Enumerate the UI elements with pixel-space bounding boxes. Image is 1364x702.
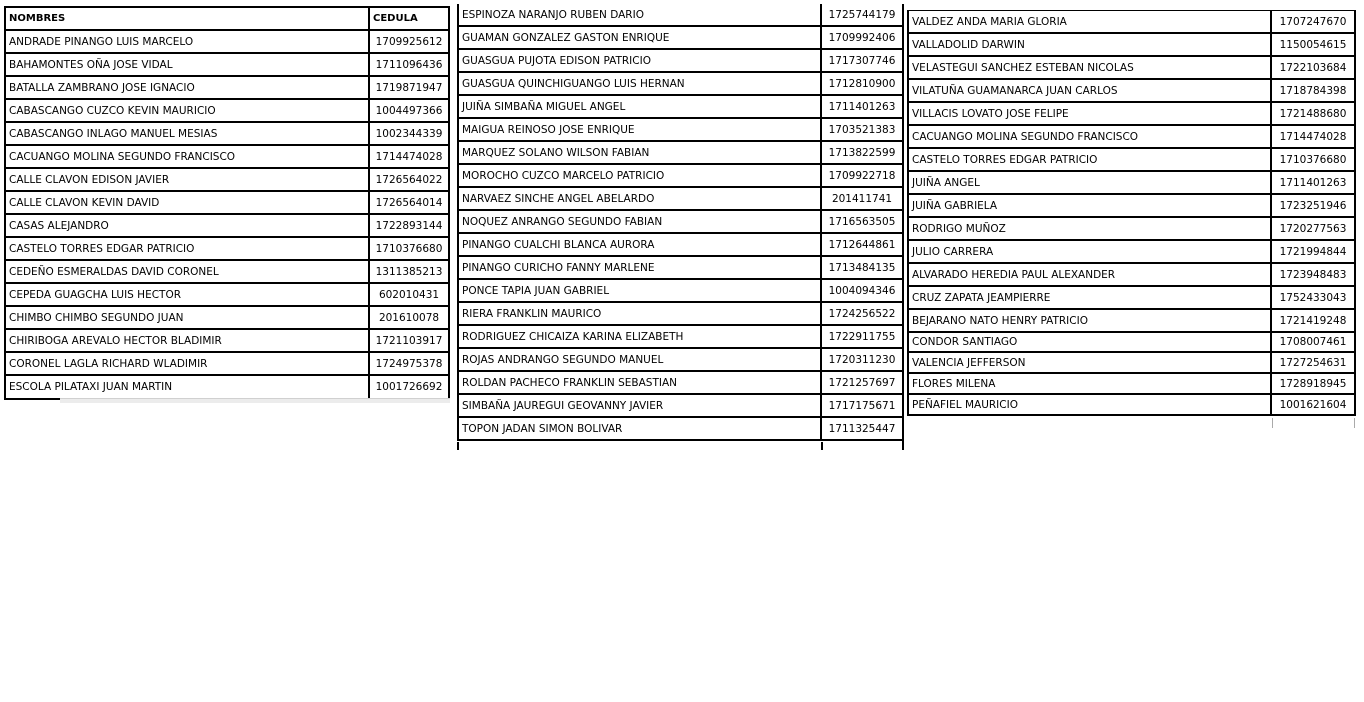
table-row [908, 56, 1355, 79]
cedula-cell: 1709925612 [369, 30, 449, 53]
cedula-cell: 1004497366 [369, 99, 449, 122]
cedula-cell: 1721103917 [369, 329, 449, 352]
cedula-cell: 1709922718 [821, 164, 903, 187]
table-row [908, 125, 1355, 148]
name-cell: VILATUÑA GUAMANARCA JUAN CARLOS [908, 79, 1271, 102]
name-cell: CASTELO TORRES EDGAR PATRICIO [908, 148, 1271, 171]
cedula-cell: 1722911755 [821, 325, 903, 348]
name-cell: JUIÑA SIMBAÑA MIGUEL ANGEL [458, 95, 821, 118]
cedula-cell: 1721257697 [821, 371, 903, 394]
table-row [5, 30, 449, 53]
name-cell: BATALLA ZAMBRANO JOSE IGNACIO [5, 76, 369, 99]
cedula-cell: 201610078 [369, 306, 449, 329]
name-cell: CABASCANGO INLAGO MANUEL MESIAS [5, 122, 369, 145]
cedula-cell: 1724975378 [369, 352, 449, 375]
name-cell: ALVARADO HEREDIA PAUL ALEXANDER [908, 263, 1271, 286]
name-cell: CORONEL LAGLA RICHARD WLADIMIR [5, 352, 369, 375]
cedula-cell: 1717175671 [821, 394, 903, 417]
name-cell: MOROCHO CUZCO MARCELO PATRICIO [458, 164, 821, 187]
cedula-cell: 1719871947 [369, 76, 449, 99]
name-cell: CABASCANGO CUZCO KEVIN MAURICIO [5, 99, 369, 122]
name-cell: CACUANGO MOLINA SEGUNDO FRANCISCO [5, 145, 369, 168]
table-row [908, 373, 1355, 394]
cedula-cell: 1727254631 [1271, 352, 1355, 373]
table-row [458, 417, 903, 440]
table-row [5, 168, 449, 191]
table-row [458, 394, 903, 417]
cedula-cell: 1713822599 [821, 141, 903, 164]
cedula-cell: 1721488680 [1271, 102, 1355, 125]
name-cell: VELASTEGUI SANCHEZ ESTEBAN NICOLAS [908, 56, 1271, 79]
name-cell: VALLADOLID DARWIN [908, 33, 1271, 56]
names-table-3 [907, 10, 1356, 416]
name-cell: CACUANGO MOLINA SEGUNDO FRANCISCO [908, 125, 1271, 148]
name-cell: VILLACIS LOVATO JOSE FELIPE [908, 102, 1271, 125]
cedula-cell: 1711096436 [369, 53, 449, 76]
name-cell: FLORES MILENA [908, 373, 1271, 394]
table-row [458, 26, 903, 49]
table-row [5, 191, 449, 214]
name-cell: CASAS ALEJANDRO [5, 214, 369, 237]
cedula-cell: 1709992406 [821, 26, 903, 49]
name-cell: CHIMBO CHIMBO SEGUNDO JUAN [5, 306, 369, 329]
name-cell: RIERA FRANKLIN MAURICO [458, 302, 821, 325]
cedula-cell: 1711401263 [1271, 171, 1355, 194]
table-row [908, 332, 1355, 352]
name-cell: BEJARANO NATO HENRY PATRICIO [908, 309, 1271, 332]
name-cell: PINANGO CURICHO FANNY MARLENE [458, 256, 821, 279]
name-cell: MARQUEZ SOLANO WILSON FABIAN [458, 141, 821, 164]
table-row [5, 329, 449, 352]
name-cell: CRUZ ZAPATA JEAMPIERRE [908, 286, 1271, 309]
table-row [458, 233, 903, 256]
table-row [458, 72, 903, 95]
name-cell: CASTELO TORRES EDGAR PATRICIO [5, 237, 369, 260]
cedula-cell: 1721994844 [1271, 240, 1355, 263]
table-shadow [60, 398, 450, 403]
cedula-cell: 1710376680 [1271, 148, 1355, 171]
table-row [458, 141, 903, 164]
name-cell: GUASGUA QUINCHIGUANGO LUIS HERNAN [458, 72, 821, 95]
table-row [908, 240, 1355, 263]
table-row [458, 4, 903, 26]
cedula-cell: 1703521383 [821, 118, 903, 141]
name-cell: RODRIGUEZ CHICAIZA KARINA ELIZABETH [458, 325, 821, 348]
cedula-cell: 1713484135 [821, 256, 903, 279]
cedula-cell: 1714474028 [1271, 125, 1355, 148]
cedula-cell: 1725744179 [821, 4, 903, 26]
name-cell: ESPINOZA NARANJO RUBEN DARIO [458, 4, 821, 26]
cedula-cell: 1001621604 [1271, 394, 1355, 415]
cedula-cell: 1723948483 [1271, 263, 1355, 286]
table-row [5, 53, 449, 76]
cedula-cell: 1723251946 [1271, 194, 1355, 217]
cedula-cell: 201411741 [821, 187, 903, 210]
cedula-cell: 1720277563 [1271, 217, 1355, 240]
name-cell: PEÑAFIEL MAURICIO [908, 394, 1271, 415]
name-cell: CHIRIBOGA AREVALO HECTOR BLADIMIR [5, 329, 369, 352]
cedula-cell: 1712644861 [821, 233, 903, 256]
header-cedula: CEDULA [369, 7, 449, 30]
table-row [458, 49, 903, 72]
table-row [458, 325, 903, 348]
table-row [458, 164, 903, 187]
cedula-cell: 1002344339 [369, 122, 449, 145]
names-table-2 [457, 4, 904, 441]
border-tail [1272, 418, 1273, 428]
name-cell: GUAMAN GONZALEZ GASTON ENRIQUE [458, 26, 821, 49]
name-cell: CEDEÑO ESMERALDAS DAVID CORONEL [5, 260, 369, 283]
border-tail [1354, 418, 1355, 428]
cedula-cell: 1722103684 [1271, 56, 1355, 79]
cedula-cell: 1150054615 [1271, 33, 1355, 56]
name-cell: PONCE TAPIA JUAN GABRIEL [458, 279, 821, 302]
cedula-cell: 602010431 [369, 283, 449, 306]
cedula-cell: 1004094346 [821, 279, 903, 302]
name-cell: CONDOR SANTIAGO [908, 332, 1271, 352]
table-row [5, 306, 449, 329]
name-cell: SIMBAÑA JAUREGUI GEOVANNY JAVIER [458, 394, 821, 417]
table-row [908, 263, 1355, 286]
table-row [5, 99, 449, 122]
name-cell: PINANGO CUALCHI BLANCA AURORA [458, 233, 821, 256]
table-row [5, 237, 449, 260]
name-cell: JUIÑA GABRIELA [908, 194, 1271, 217]
table-row [458, 210, 903, 233]
cedula-cell: 1711401263 [821, 95, 903, 118]
cedula-cell: 1717307746 [821, 49, 903, 72]
name-cell: VALENCIA JEFFERSON [908, 352, 1271, 373]
name-cell: BAHAMONTES OÑA JOSE VIDAL [5, 53, 369, 76]
table-row [5, 145, 449, 168]
table-row [908, 394, 1355, 415]
table-row [458, 256, 903, 279]
header-row [5, 7, 449, 30]
table-row [908, 102, 1355, 125]
table-row [908, 286, 1355, 309]
table-row [458, 348, 903, 371]
name-cell: NOQUEZ ANRANGO SEGUNDO FABIAN [458, 210, 821, 233]
cedula-cell: 1708007461 [1271, 332, 1355, 352]
table-row [458, 118, 903, 141]
cedula-cell: 1716563505 [821, 210, 903, 233]
border-tail [821, 442, 823, 450]
name-cell: CALLE CLAVON EDISON JAVIER [5, 168, 369, 191]
table-row [458, 302, 903, 325]
names-table-1 [4, 6, 450, 400]
table-row [908, 217, 1355, 240]
table-row [458, 279, 903, 302]
cedula-cell: 1724256522 [821, 302, 903, 325]
name-cell: GUASGUA PUJOTA EDISON PATRICIO [458, 49, 821, 72]
table-row [908, 33, 1355, 56]
table-row [458, 371, 903, 394]
border-tail [457, 442, 459, 450]
table-row [908, 309, 1355, 332]
cedula-cell: 1726564022 [369, 168, 449, 191]
cedula-cell: 1722893144 [369, 214, 449, 237]
name-cell: NARVAEZ SINCHE ANGEL ABELARDO [458, 187, 821, 210]
name-cell: ROLDAN PACHECO FRANKLIN SEBASTIAN [458, 371, 821, 394]
table-row [458, 187, 903, 210]
header-nombres: NOMBRES [5, 7, 369, 30]
table-row [908, 148, 1355, 171]
name-cell: ROJAS ANDRANGO SEGUNDO MANUEL [458, 348, 821, 371]
name-cell: MAIGUA REINOSO JOSE ENRIQUE [458, 118, 821, 141]
cedula-cell: 1721419248 [1271, 309, 1355, 332]
name-cell: VALDEZ ANDA MARIA GLORIA [908, 11, 1271, 34]
name-cell: ANDRADE PINANGO LUIS MARCELO [5, 30, 369, 53]
table-row [5, 76, 449, 99]
cedula-cell: 1726564014 [369, 191, 449, 214]
table-row [908, 11, 1355, 34]
table-row [5, 375, 449, 399]
cedula-cell: 1311385213 [369, 260, 449, 283]
name-cell: TOPON JADAN SIMON BOLIVAR [458, 417, 821, 440]
table-row [5, 122, 449, 145]
cedula-cell: 1711325447 [821, 417, 903, 440]
name-cell: JULIO CARRERA [908, 240, 1271, 263]
name-cell: CALLE CLAVON KEVIN DAVID [5, 191, 369, 214]
table-row [908, 194, 1355, 217]
table-row [908, 352, 1355, 373]
cedula-cell: 1707247670 [1271, 11, 1355, 34]
cedula-cell: 1714474028 [369, 145, 449, 168]
table-row [908, 79, 1355, 102]
cedula-cell: 1718784398 [1271, 79, 1355, 102]
cedula-cell: 1710376680 [369, 237, 449, 260]
cedula-cell: 1720311230 [821, 348, 903, 371]
border-tail [902, 428, 904, 450]
table-row [5, 214, 449, 237]
table-row [5, 283, 449, 306]
cedula-cell: 1728918945 [1271, 373, 1355, 394]
name-cell: RODRIGO MUÑOZ [908, 217, 1271, 240]
cedula-cell: 1752433043 [1271, 286, 1355, 309]
cedula-cell: 1001726692 [375, 381, 443, 393]
name-cell: CEPEDA GUAGCHA LUIS HECTOR [5, 283, 369, 306]
table-row [908, 171, 1355, 194]
table-row [5, 260, 449, 283]
cedula-cell: 1712810900 [821, 72, 903, 95]
name-cell: ESCOLA PILATAXI JUAN MARTIN [5, 375, 369, 399]
table-row [458, 95, 903, 118]
name-cell: JUIÑA ANGEL [908, 171, 1271, 194]
table-row [5, 352, 449, 375]
